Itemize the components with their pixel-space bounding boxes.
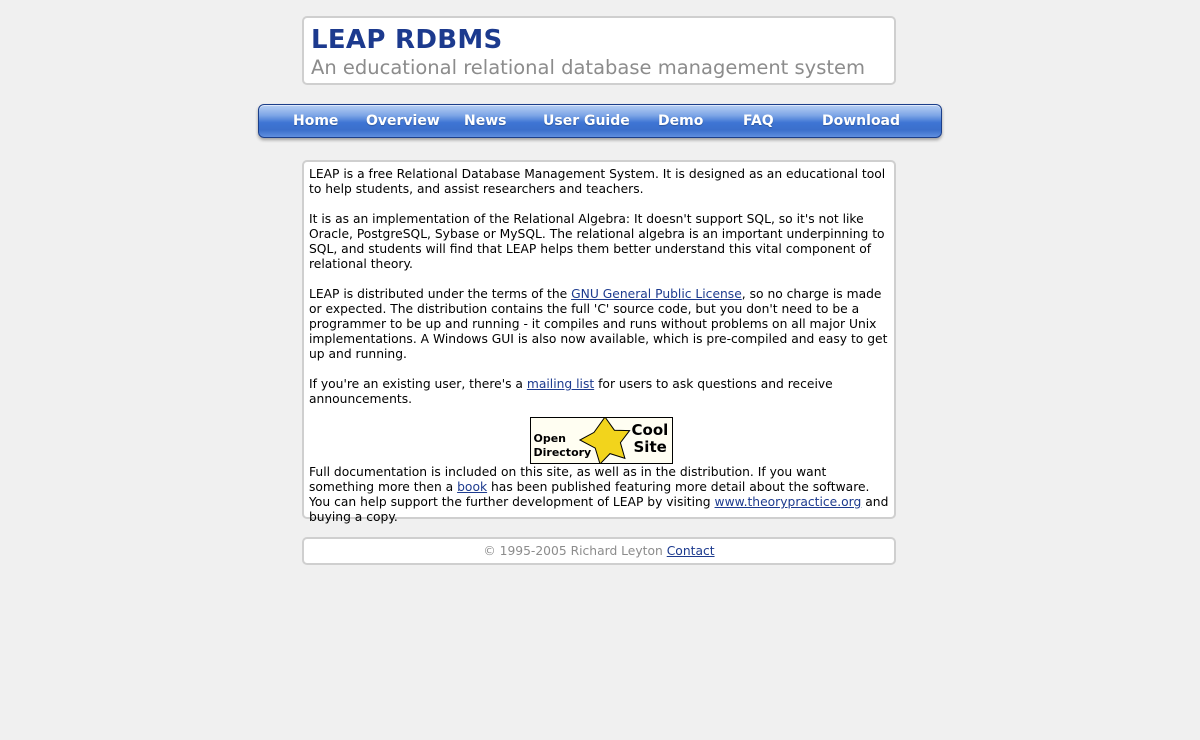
content-box [302,160,896,524]
mailing-paragraph [309,377,893,407]
open-directory-cool-site-badge[interactable] [530,417,673,464]
contact-link[interactable]: Contact [666,544,715,558]
algebra-paragraph: It is as an implementation of the Relational Algebra: It doesn't support SQL, so it's not like Oracle, PostgreSQL, Sybase or MySQL. The relational algebra is an important underpinning to SQL, and students will find that LEAP helps them better understand this vital component of relational theory. [309,212,885,271]
mailing-text-before: If you're an existing user, there's a [309,377,527,391]
license-text-before: LEAP is distributed under the terms of the [309,287,572,301]
documentation-paragraph [309,465,893,525]
nav-home[interactable]: Home [293,113,339,129]
theorypractice-link[interactable]: www.theorypractice.org [714,495,862,509]
nav-bar [258,104,942,138]
nav-news[interactable]: News [464,113,507,129]
badge-wrap [309,417,893,465]
copyright-text: © 1995-2005 Richard Leyton [483,544,663,558]
intro-paragraph: LEAP is a free Relational Database Management System. It is designed as an educational tool to help students, and assist researchers and teachers. [309,167,886,196]
license-paragraph [309,287,893,362]
site-title: LEAP RDBMS [311,25,503,55]
footer-box [302,537,896,565]
nav-download[interactable]: Download [822,113,901,129]
main-content [309,167,893,525]
badge-cool-text: Cool [631,421,669,439]
doc-text-before: Full documentation is included on this site, as well as in the distribution. If you want something more then a [309,465,827,494]
badge-open-text: Open [533,432,567,445]
nav-overview[interactable]: Overview [366,113,440,129]
badge-directory-text: Directory [533,446,592,459]
nav-demo[interactable]: Demo [658,113,704,129]
book-link[interactable]: book [457,480,488,494]
doc-text-after: and buying a copy. [309,495,889,524]
license-text-after: , so no charge is made or expected. The distribution contains the full 'C' source code, but you don't need to be a programmer to be up and running - it compiles and runs without problems on all major Unix implementations. A Windows GUI is also now available, which is pre-compiled and easy to get up and running. [309,287,888,361]
badge-site-text: Site [633,438,667,456]
header-box [302,16,896,85]
footer-text [304,539,894,564]
nav-faq[interactable]: FAQ [743,113,774,129]
mailing-list-link[interactable]: mailing list [526,377,595,391]
site-subtitle: An educational relational database management system [311,56,866,79]
mailing-text-after: for users to ask questions and receive announcements. [309,377,833,406]
doc-text-middle: has been published featuring more detail about the software. You can help support the further development of LEAP by visiting [309,480,870,509]
gpl-link[interactable]: GNU General Public License [571,287,742,301]
nav-user-guide[interactable]: User Guide [543,113,630,129]
